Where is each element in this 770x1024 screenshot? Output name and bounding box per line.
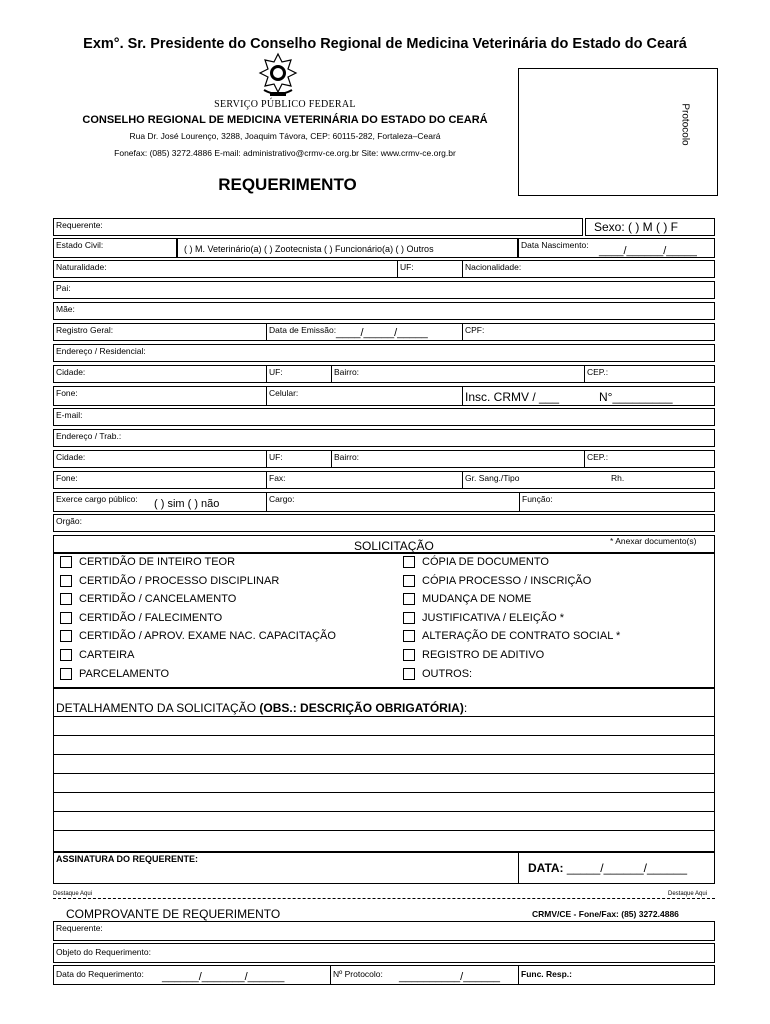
mae-field[interactable] [53, 302, 715, 320]
gr-sang-label: Gr. Sang./Tipo [465, 473, 520, 483]
estado-civil-label: Estado Civil: [56, 240, 104, 250]
insc-numero-label: N°_________ [599, 390, 673, 404]
checkbox[interactable] [60, 612, 72, 624]
detalhamento-line [54, 811, 714, 812]
checkbox[interactable] [403, 630, 415, 642]
option-parcelamento[interactable]: PARCELAMENTO [60, 668, 169, 680]
rh-label: Rh. [611, 473, 625, 483]
objeto-requerimento-field[interactable] [53, 943, 715, 963]
endereco-residencial-label: Endereço / Residencial: [56, 346, 146, 356]
protocolo-blank: __________/______ [399, 971, 500, 983]
data-requerimento-label: Data do Requerimento: [56, 969, 144, 979]
uf-trab-label: UF: [269, 452, 283, 462]
detalhamento-line [54, 716, 714, 717]
detalhamento-line [54, 773, 714, 774]
fone-res-row[interactable] [53, 386, 715, 406]
detalhamento-line [54, 830, 714, 831]
detalhamento-line [54, 792, 714, 793]
checkbox[interactable] [403, 575, 415, 587]
anexar-note: * Anexar documento(s) [610, 536, 697, 546]
checkbox[interactable] [60, 630, 72, 642]
fone-trab-row[interactable] [53, 471, 715, 489]
protocol-box[interactable] [518, 68, 718, 196]
cep-res-label: CEP.: [587, 367, 609, 377]
option-justificativa-eleicao[interactable]: JUSTIFICATIVA / ELEIÇÃO * [403, 612, 564, 624]
detalhamento-area[interactable] [53, 688, 715, 852]
detalhamento-line [54, 735, 714, 736]
profissao-field[interactable] [177, 238, 518, 258]
council-name: CONSELHO REGIONAL DE MEDICINA VETERINÁRIA DO ESTADO DO CEARÁ [82, 114, 488, 126]
objeto-requerimento-label: Objeto do Requerimento: [56, 947, 151, 957]
protocolo-label: Nº Protocolo: [333, 969, 383, 979]
comprovante-title: COMPROVANTE DE REQUERIMENTO [66, 907, 281, 921]
detalhamento-title: DETALHAMENTO DA SOLICITAÇÃO (OBS.: DESCRIÇÃO OBRIGATÓRIA): [56, 701, 468, 715]
fone-res-label: Fone: [56, 388, 78, 398]
insc-crmv-label: Insc. CRMV / ___ [465, 390, 560, 404]
comprovante-requerente-label: Requerente: [56, 923, 103, 933]
checkbox[interactable] [60, 575, 72, 587]
council-address: Rua Dr. José Lourenço, 3288, Joaquim Távora, CEP: 60115-282, Fortaleza–Ceará [129, 131, 441, 141]
endereco-residencial-field[interactable] [53, 344, 715, 362]
public-service-label: SERVIÇO PÚBLICO FEDERAL [214, 99, 356, 110]
cpf-label: CPF: [465, 325, 485, 335]
cut-line [53, 898, 715, 899]
destaque-right: Destaque Aqui [668, 891, 708, 897]
checkbox[interactable] [403, 649, 415, 661]
option-certidao-cancelamento[interactable]: CERTIDÃO / CANCELAMENTO [60, 593, 236, 605]
option-carteira[interactable]: CARTEIRA [60, 649, 134, 661]
data-requerimento-blank: ______/_______/______ [162, 971, 285, 983]
option-copia-processo[interactable]: CÓPIA PROCESSO / INSCRIÇÃO [403, 575, 591, 587]
assinatura-label: ASSINATURA DO REQUERENTE: [56, 854, 199, 864]
checkbox[interactable] [403, 556, 415, 568]
checkbox[interactable] [60, 556, 72, 568]
form-title: REQUERIMENTO [218, 175, 357, 194]
comprovante-requerente-field[interactable] [53, 921, 715, 941]
data-nascimento-field[interactable] [518, 238, 715, 258]
sexo-field[interactable] [585, 218, 715, 236]
naturalidade-label: Naturalidade: [56, 262, 107, 272]
orgao-label: Orgão: [56, 516, 82, 526]
data-signature: DATA: _____/______/______ [528, 861, 688, 875]
sexo-label: Sexo: ( ) M ( ) F [594, 220, 678, 234]
endereco-trab-field[interactable] [53, 429, 715, 447]
fone-trab-label: Fone: [56, 473, 78, 483]
data-nascimento-blank: ____/______/_____ [599, 245, 697, 257]
endereco-trab-label: Endereço / Trab.: [56, 431, 122, 441]
naturalidade-uf-label: UF: [400, 262, 414, 272]
mae-label: Mãe: [56, 304, 75, 314]
checkbox[interactable] [403, 593, 415, 605]
email-label: E-mail: [56, 410, 83, 420]
checkbox[interactable] [403, 668, 415, 680]
estado-civil-field[interactable] [53, 238, 177, 258]
data-nascimento-label: Data Nascimento: [521, 240, 589, 250]
solicitacao-header [53, 535, 715, 553]
checkbox[interactable] [60, 668, 72, 680]
naturalidade-row[interactable] [53, 260, 715, 278]
cidade-trab-label: Cidade: [56, 452, 86, 462]
requerente-field[interactable] [53, 218, 583, 236]
destaque-left: Destaque Aqui [53, 891, 93, 897]
celular-label: Celular: [269, 388, 299, 398]
exerce-cargo-label: Exerce cargo público: [56, 494, 138, 504]
comprovante-data-row[interactable] [53, 965, 715, 985]
data-emissao-blank: ____/_____/_____ [336, 327, 428, 339]
council-contact: Fonefax: (085) 3272.4886 E-mail: administrativo@crmv-ce.org.br Site: www.crmv-ce.org.br [114, 148, 456, 158]
requerente-label: Requerente: [56, 220, 103, 230]
bairro-res-label: Bairro: [334, 367, 360, 377]
option-alteracao-contrato[interactable]: ALTERAÇÃO DE CONTRATO SOCIAL * [403, 630, 620, 642]
funcao-label: Função: [522, 494, 553, 504]
solicitacao-options [53, 553, 715, 688]
comprovante-contact: CRMV/CE - Fone/Fax: (85) 3272.4886 [532, 909, 679, 919]
option-certidao-processo-disciplinar[interactable]: CERTIDÃO / PROCESSO DISCIPLINAR [60, 575, 279, 587]
cargo-label: Cargo: [269, 494, 295, 504]
profissao-options: ( ) M. Veterinário(a) ( ) Zootecnista ( ) Funcionário(a) ( ) Outros [184, 244, 434, 254]
option-certidao-falecimento[interactable]: CERTIDÃO / FALECIMENTO [60, 612, 222, 624]
addressee-title: Exm°. Sr. Presidente do Conselho Regional de Medicina Veterinária do Estado do Ceará [83, 36, 687, 52]
pai-field[interactable] [53, 281, 715, 299]
option-certidao-inteiro-teor[interactable]: CERTIDÃO DE INTEIRO TEOR [60, 556, 235, 568]
cargo-row[interactable] [53, 492, 715, 512]
detalhamento-line [54, 754, 714, 755]
option-mudanca-nome[interactable]: MUDANÇA DE NOME [403, 593, 531, 605]
checkbox[interactable] [60, 593, 72, 605]
registro-geral-label: Registro Geral: [56, 325, 114, 335]
checkbox[interactable] [403, 612, 415, 624]
uf-res-label: UF: [269, 367, 283, 377]
data-emissao-label: Data de Emissão: [269, 325, 337, 335]
assinatura-row[interactable] [53, 852, 715, 884]
sim-nao-options: ( ) sim ( ) não [154, 498, 220, 510]
bairro-trab-label: Bairro: [334, 452, 360, 462]
solicitacao-title: SOLICITAÇÃO [354, 539, 434, 553]
func-resp-label: Func. Resp.: [521, 969, 573, 979]
fax-label: Fax: [269, 473, 286, 483]
option-copia-documento[interactable]: CÓPIA DE DOCUMENTO [403, 556, 549, 568]
registro-row[interactable] [53, 323, 715, 341]
checkbox[interactable] [60, 649, 72, 661]
orgao-field[interactable] [53, 514, 715, 532]
protocol-label: Protocolo [679, 103, 691, 146]
coat-of-arms-icon [258, 52, 298, 98]
pai-label: Pai: [56, 283, 71, 293]
nacionalidade-label: Nacionalidade: [465, 262, 522, 272]
cidade-res-label: Cidade: [56, 367, 86, 377]
option-registro-aditivo[interactable]: REGISTRO DE ADITIVO [403, 649, 544, 661]
cep-trab-label: CEP.: [587, 452, 609, 462]
option-certidao-aprov-exame[interactable]: CERTIDÃO / APROV. EXAME NAC. CAPACITAÇÃO [60, 630, 336, 642]
cidade-trab-row[interactable] [53, 450, 715, 468]
cidade-res-row[interactable] [53, 365, 715, 383]
option-outros[interactable]: OUTROS: [403, 668, 472, 680]
email-field[interactable] [53, 408, 715, 426]
